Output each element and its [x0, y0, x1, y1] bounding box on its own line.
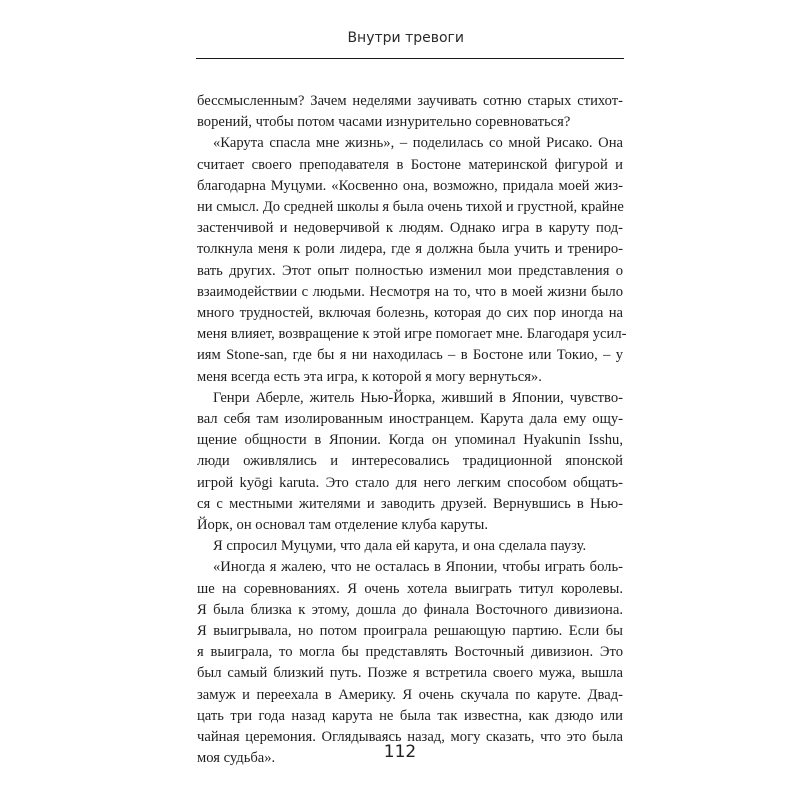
text-line: щение общности в Японии. Когда он упоминал Hyakunin Isshu,: [197, 432, 623, 449]
text-line: благодарна Муцуми. «Косвенно она, возможно, придала моей жиз-: [197, 177, 623, 194]
text-line: Я спросил Муцуми, что дала ей карута, и она сделала паузу.: [213, 538, 587, 555]
text-line: ше на соревнованиях. Я очень хотела выиграть титул королевы.: [197, 580, 623, 597]
text-line: застенчивой и недоверчивой к людям. Однако игра в каруту под-: [197, 220, 623, 237]
text-line: ся с местными жителями и заводить друзей. Вернувшись в Нью-: [197, 495, 623, 512]
page-number: 112: [383, 742, 417, 762]
text-line: чайная церемония. Оглядываясь назад, могу сказать, что это была: [197, 729, 623, 746]
header-rule: [196, 58, 624, 59]
text-line: «Иногда я жалею, что не осталась в Японии, чтобы играть боль-: [213, 559, 623, 576]
text-line: бессмысленным? Зачем неделями заучивать сотню старых стихот-: [197, 93, 623, 109]
text-line: иям Stone-san, где бы я ни находилась – в Бостоне или Токио, – у: [197, 347, 623, 364]
text-line: был самый близкий путь. Позже я встретила своего мужа, вышла: [197, 665, 623, 682]
text-line: «Карута спасла мне жизнь», – поделилась со мной Рисако. Она: [213, 135, 623, 152]
text-line: люди оживлялись и интересовались традиционной японской: [197, 453, 623, 470]
paragraph: [197, 536, 623, 557]
paragraph: [197, 557, 623, 769]
text-line: моя судьба».: [197, 750, 276, 767]
text-line: ни смысл. До средней школы я была очень тихой и грустной, крайне: [197, 199, 624, 216]
text-line: Я была близка к этому, дошла до финала Восточного дивизиона.: [197, 601, 623, 618]
text-line: меня всегда есть эта игра, к которой я могу вернуться».: [197, 368, 542, 385]
body-text: [197, 91, 627, 770]
text-line: Генри Аберле, житель Нью-Йорка, живший в Японии, чувство-: [213, 389, 623, 406]
paragraph: [197, 133, 627, 387]
text-line: много трудностей, включая болезнь, которая до сих пор иногда на: [197, 305, 623, 322]
text-line: меня влияет, возвращение к этой игре помогает мне. Благодаря усил-: [197, 326, 627, 343]
paragraph: [197, 388, 623, 536]
text-line: ворений, чтобы потом часами изнурительно соревноваться?: [197, 114, 571, 131]
text-line: толкнула меня к роли лидера, где я должна была учить и трениро-: [197, 241, 623, 258]
text-line: взаимодействии с людьми. Несмотря на то, что в моей жизни было: [197, 283, 623, 300]
text-line: вал себя там изолированным иностранцем. Карута дала ему ощу-: [197, 411, 623, 428]
text-line: Йорк, он основал там отделение клуба каруты.: [197, 517, 488, 534]
text-line: игрой kyōgi karuta. Это стало для него легким способом общать-: [197, 474, 623, 491]
text-line: вать других. Этот опыт полностью изменил мои представления о: [197, 262, 623, 279]
text-line: Я выигрывала, но потом проиграла решающую партию. Если бы: [197, 623, 623, 640]
text-line: считает своего преподавателя в Бостоне материнской фигурой и: [197, 156, 623, 173]
text-line: замуж и переехала в Америку. Я очень скучала по каруте. Двад-: [197, 686, 623, 703]
paragraph: [197, 91, 623, 133]
text-line: я выиграла, то могла бы представлять Восточный дивизион. Это: [197, 644, 623, 661]
text-line: цать три года назад карута не была так известна, как дзюдо или: [197, 707, 623, 724]
running-head: Внутри тревоги: [347, 30, 464, 46]
